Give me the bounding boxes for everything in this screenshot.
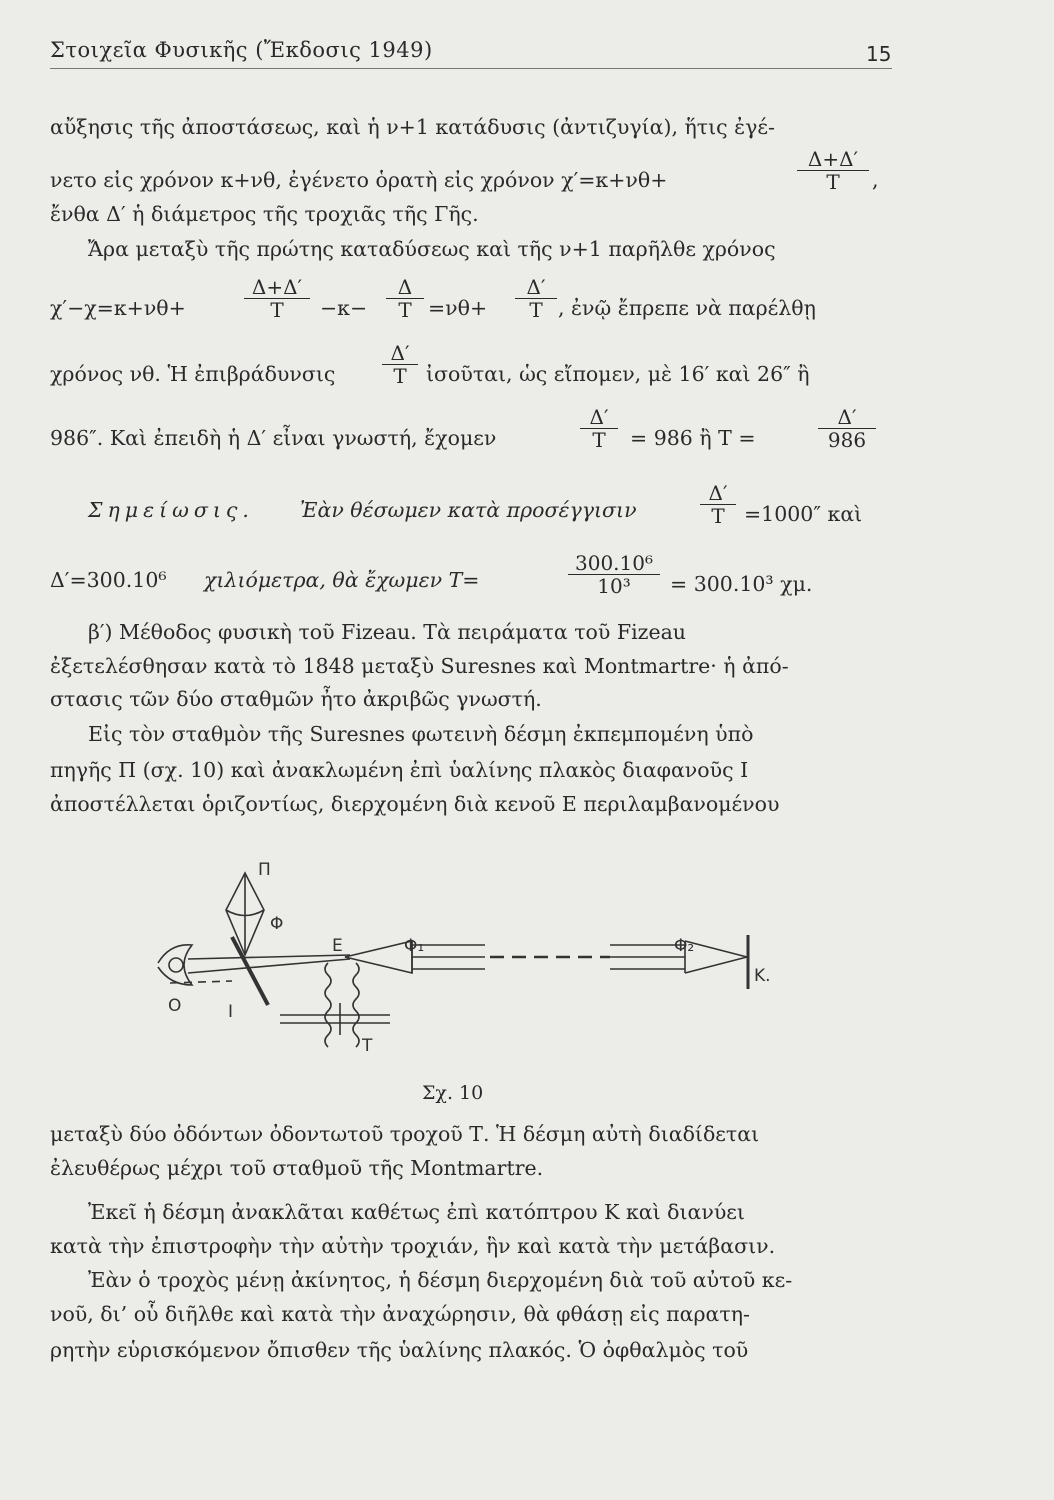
label-lens-phi1: Φ₁: [404, 936, 425, 956]
label-mirror: Κ.: [754, 966, 771, 986]
fraction-note-1-num: Δ′: [700, 482, 736, 505]
paragraph-2-line-1: Εἰς τὸν σταθμὸν τῆς Suresnes φωτεινὴ δέσμη ἐκπεμπομένη ὑπὸ: [88, 722, 754, 746]
paragraph-1-line-1: β′) Μέθοδος φυσικὴ τοῦ Fizeau. Τὰ πειράματα τοῦ Fizeau: [88, 620, 687, 644]
equation-line-5a: χ′−χ=κ+νθ+: [50, 296, 186, 320]
note-line-2c: = 300.10³ χμ.: [670, 572, 813, 596]
fraction-l6-den: Τ: [393, 364, 407, 388]
fraction-l6: [382, 342, 418, 387]
paragraph-3-line-2: ἐλευθέρως μέχρι τοῦ σταθμοῦ τῆς Montmartre.: [50, 1156, 544, 1180]
paragraph-5-line-1: Ἐὰν ὁ τροχὸς μένῃ ἀκίνητος, ἡ δέσμη διερχομένη διὰ τοῦ αὐτοῦ κε-: [88, 1268, 793, 1292]
comma-l2: ,: [872, 168, 879, 192]
label-lens-phi: Φ: [270, 914, 284, 934]
toothed-wheel: [325, 963, 359, 1047]
fraction-note-2-den: 10³: [597, 574, 631, 598]
fraction-l6-num: Δ′: [382, 342, 418, 365]
text-line-7b: = 986 ἢ Τ =: [630, 426, 756, 450]
fraction-note-2: [568, 552, 660, 597]
text-line-6a: χρόνος νθ. Ἡ ἐπιβράδυνσις: [50, 362, 336, 386]
running-header-title: Στοιχεῖα Φυσικῆς (Ἔκδοσις 1949): [50, 38, 433, 62]
fraction-note-2-num: 300.10⁶: [568, 552, 660, 575]
fraction-l5-3-den: Τ: [529, 298, 543, 322]
fraction-l5-3: [515, 276, 557, 321]
equation-line-5b: −κ−: [320, 296, 368, 320]
label-lens-phi2: Φ₂: [674, 936, 695, 956]
label-eye: Ο: [168, 996, 182, 1016]
note-line-1a: Ἐὰν θέσωμεν κατὰ προσέγγισιν: [300, 498, 637, 522]
paragraph-5-line-3: ρητὴν εὑρισκόμενον ὄπισθεν τῆς ὑαλίνης πλακός. Ὁ ὀφθαλμὸς τοῦ: [50, 1338, 749, 1362]
fraction-l5-1: [244, 276, 310, 321]
label-source: Π: [258, 860, 271, 880]
fraction-l7-2-num: Δ′: [818, 406, 876, 429]
text-line-4: Ἄρα μεταξὺ τῆς πρώτης καταδύσεως καὶ τῆς ν+1 παρῆλθε χρόνος: [88, 237, 776, 261]
text-line-7a: 986″. Καὶ ἐπειδὴ ἡ Δ′ εἶναι γνωστή, ἔχομεν: [50, 426, 497, 450]
fraction-note-1-den: Τ: [711, 504, 725, 528]
note-label: Σημείωσις.: [88, 498, 254, 522]
paragraph-1-line-2: ἐξετελέσθησαν κατὰ τὸ 1848 μεταξὺ Suresnes καὶ Montmartre· ἡ ἀπό-: [50, 654, 789, 678]
page-number: 15: [866, 42, 892, 66]
note-line-2a: Δ′=300.10⁶: [50, 568, 167, 592]
fraction-l7-1: [580, 406, 618, 451]
fraction-l7-1-num: Δ′: [580, 406, 618, 429]
fizeau-apparatus-diagram: [140, 855, 780, 1065]
paragraph-5-line-2: νοῦ, δι’ οὗ διῆλθε καὶ κατὰ τὴν ἀναχώρησιν, θὰ φθάσῃ εἰς παρατη-: [50, 1302, 750, 1326]
text-line-3: ἔνθα Δ′ ἡ διάμετρος τῆς τροχιᾶς τῆς Γῆς.: [50, 202, 479, 226]
paragraph-2-line-2: πηγῆς Π (σχ. 10) καὶ ἀνακλωμένη ἐπὶ ὑαλίνης πλακὸς διαφανοῦς Ι: [50, 758, 749, 782]
eye-shape: [158, 945, 192, 985]
text-line-6b: ἰσοῦται, ὡς εἴπομεν, μὲ 16′ καὶ 26″ ἢ: [426, 362, 810, 386]
header-rule: [50, 68, 892, 69]
fraction-l2: [797, 148, 869, 193]
paragraph-4-line-2: κατὰ τὴν ἐπιστροφὴν τὴν αὐτὴν τροχιάν, ἣν καὶ κατὰ τὴν μετάβασιν.: [50, 1234, 776, 1258]
fraction-l7-1-den: Τ: [592, 428, 606, 452]
text-line-2: νετο εἰς χρόνον κ+νθ, ἐγένετο ὁρατὴ εἰς χρόνον χ′=κ+νθ+: [50, 168, 668, 192]
fraction-l2-den: Τ: [826, 170, 840, 194]
figure-caption: Σχ. 10: [422, 1082, 484, 1104]
fraction-l7-2: [818, 406, 876, 451]
note-line-1b: =1000″ καὶ: [744, 502, 863, 526]
text-line-1: αὔξησις τῆς ἀποστάσεως, καὶ ἡ ν+1 κατάδυσις (ἀντιζυγία), ἥτις ἐγέ-: [50, 115, 775, 139]
paragraph-2-line-3: ἀποστέλλεται ὁριζοντίως, διερχομένη διὰ κενοῦ Ε περιλαμβανομένου: [50, 792, 780, 816]
label-gap: Ε: [332, 936, 343, 956]
glass-plate: [232, 937, 268, 1005]
fraction-l7-2-den: 986: [827, 428, 867, 452]
fraction-l5-3-num: Δ′: [515, 276, 557, 299]
paragraph-3-line-1: μεταξὺ δύο ὀδόντων ὀδοντωτοῦ τροχοῦ Τ. Ἡ δέσμη αὐτὴ διαδίδεται: [50, 1122, 760, 1146]
fraction-l5-2: [386, 276, 424, 321]
equation-line-5d: , ἐνῷ ἔπρεπε νὰ παρέλθῃ: [558, 296, 816, 320]
fraction-l2-num: Δ+Δ′: [797, 148, 869, 171]
fraction-l5-1-num: Δ+Δ′: [244, 276, 310, 299]
fraction-l5-2-den: Τ: [398, 298, 412, 322]
paragraph-4-line-1: Ἐκεῖ ἡ δέσμη ἀνακλᾶται καθέτως ἐπὶ κατόπτρου Κ καὶ διανύει: [88, 1200, 745, 1224]
paragraph-1-line-3: στασις τῶν δύο σταθμῶν ἦτο ἀκριβῶς γνωστή.: [50, 687, 542, 711]
label-plate: Ι: [228, 1002, 234, 1022]
fraction-note-1: [700, 482, 736, 527]
label-wheel: Τ: [362, 1036, 373, 1056]
note-line-2b: χιλιόμετρα, θὰ ἔχωμεν Τ=: [204, 568, 480, 592]
fraction-l5-1-den: Τ: [270, 298, 284, 322]
equation-line-5c: =νθ+: [428, 296, 488, 320]
fraction-l5-2-num: Δ: [386, 276, 424, 299]
